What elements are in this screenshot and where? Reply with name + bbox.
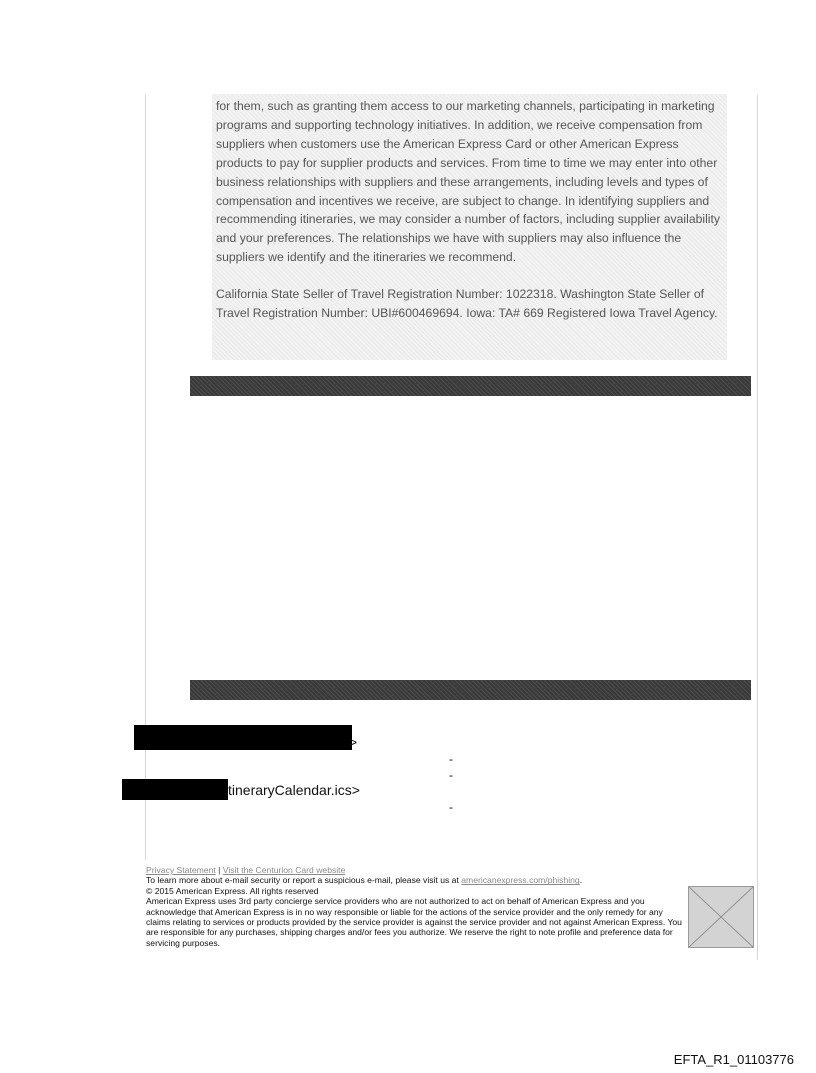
disclosure-paragraph-1: for them, such as granting them access to our marketing channels, participating in marketing programs and supporting technology initiatives. In addition, we receive compensation from suppliers when customers use the American Express Card or other American Express products to pay for supplier products and services. From time to time we may enter into other business relationships with suppliers and these arrangements, including levels and types of compensation and incentives we receive, are subject to change. In identifying suppliers and recommending itineraries, we may consider a number of factors, including supplier availability and your preferences. The relationships we have with suppliers may also influence the suppliers we identify and the itineraries we recommend. bbox=[216, 99, 720, 265]
phishing-link[interactable]: americanexpress.com/phishing bbox=[461, 875, 580, 886]
attachment-dash-3: - bbox=[449, 800, 453, 814]
section-divider-bar-top bbox=[190, 376, 751, 396]
redaction-block-2 bbox=[122, 779, 228, 800]
right-border-line bbox=[757, 95, 758, 960]
redaction-block-1 bbox=[134, 725, 352, 750]
seller-of-travel-registration: California State Seller of Travel Registration Number: 1022318. Washington State Seller of Travel Registration Number: UBI#600469694. Iowa: TA# 669 Registered Iowa Travel Agency. bbox=[216, 287, 718, 321]
footer-links-row bbox=[146, 865, 688, 875]
supplier-disclosure-box bbox=[212, 94, 727, 360]
email-security-notice bbox=[146, 875, 688, 885]
footer-link-separator: | bbox=[218, 865, 221, 875]
attachment-dash-2: - bbox=[449, 768, 453, 782]
ics-attachment-filename[interactable]: tineraryCalendar.ics> bbox=[228, 782, 360, 798]
section-divider-bar-bottom bbox=[190, 680, 751, 700]
copyright-notice: © 2015 American Express. All rights reserved bbox=[146, 885, 319, 896]
document-id: EFTA_R1_01103776 bbox=[673, 1052, 794, 1067]
attachment-dash-1: - bbox=[449, 752, 453, 766]
attachment-line-1-tail: > bbox=[349, 734, 358, 750]
email-security-text: To learn more about e-mail security or report a suspicious e-mail, please visit us at bbox=[146, 875, 462, 886]
broken-image-placeholder bbox=[688, 886, 754, 948]
image-placeholder-cross-icon bbox=[689, 887, 753, 947]
email-footer bbox=[146, 865, 688, 948]
privacy-statement-link[interactable]: Privacy Statement bbox=[146, 865, 216, 875]
centurion-website-link[interactable]: Visit the Centurion Card website bbox=[222, 865, 346, 875]
email-security-end: . bbox=[579, 875, 583, 886]
concierge-disclaimer: American Express uses 3rd party concierge service providers who are not authorized to act on behalf of American Express and you acknowledge that American Express is in no way responsible or liable for the actions of the service provider and the only remedy for any claims relating to services or products provided by the service provider is against the service provider and not against American Express. You are responsible for any purchases, shipping charges and/or fees you authorize. We reserve the right to note profile and preference data for servicing purposes. bbox=[146, 896, 682, 948]
